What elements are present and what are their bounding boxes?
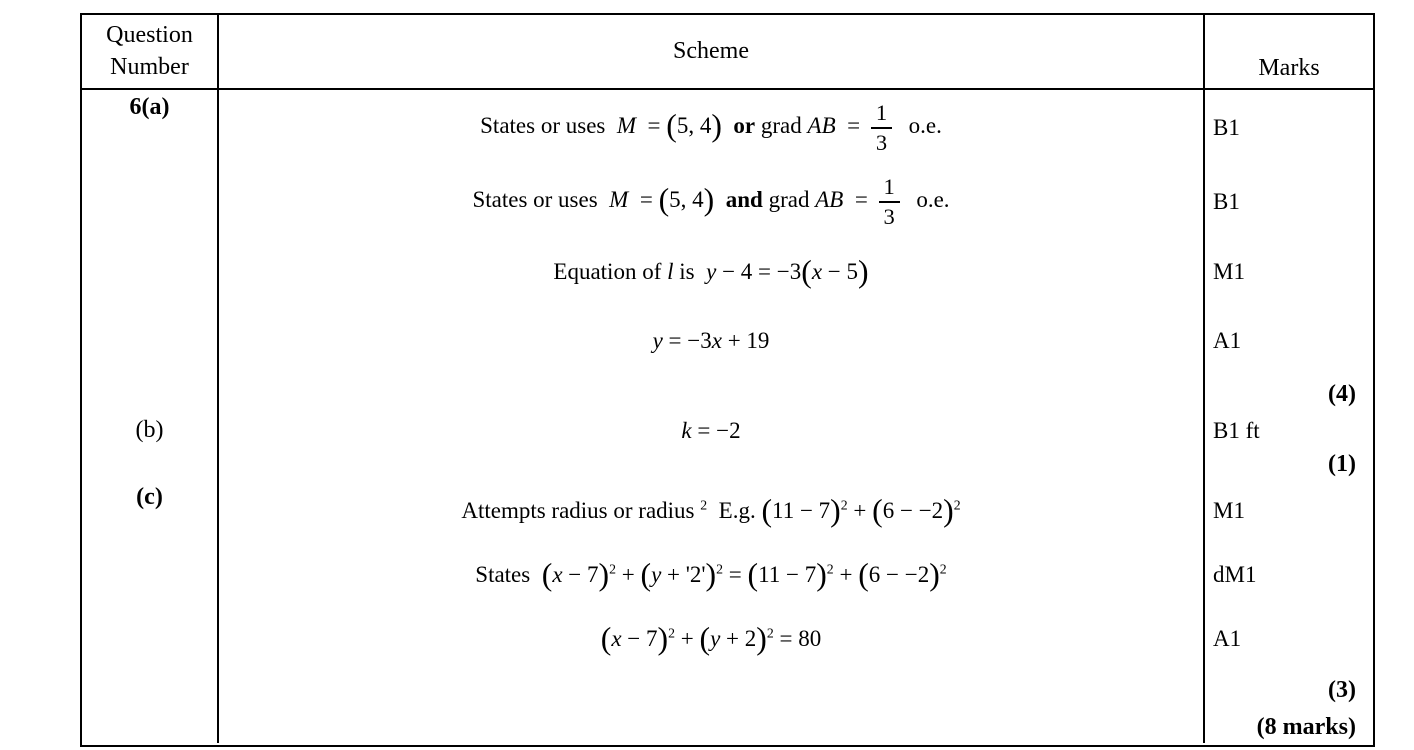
math-text: 2 xyxy=(609,561,616,577)
math-text: 5, 4 xyxy=(669,187,704,213)
question-part-cell xyxy=(82,238,219,306)
question-part-cell xyxy=(82,670,219,711)
fraction: $\frac{1}{3}$ xyxy=(871,101,892,154)
marks-cell xyxy=(1205,90,1373,166)
math-text: ( xyxy=(761,493,773,529)
math-text: ) xyxy=(756,621,767,657)
math-text: States xyxy=(475,562,542,587)
math-text: E.g. xyxy=(707,498,762,523)
fraction: $\frac{1}{3}$ xyxy=(879,175,900,228)
math-text: = xyxy=(843,187,874,213)
question-part-cell xyxy=(82,711,219,743)
table-row xyxy=(82,90,1373,166)
question-part-cell xyxy=(82,480,219,542)
table-row xyxy=(82,413,1373,448)
math-text: 2 xyxy=(668,625,676,641)
math-text: ) xyxy=(830,493,841,529)
math-text xyxy=(722,113,734,138)
math-text: + 19 xyxy=(721,328,770,353)
table-body xyxy=(82,90,1373,743)
math-text: ) xyxy=(657,621,669,657)
marks-cell xyxy=(1205,306,1373,376)
mark-label: (3) xyxy=(1328,677,1356,703)
table-row xyxy=(82,480,1373,542)
math-text: y xyxy=(652,328,663,353)
scheme-cell xyxy=(219,480,1205,542)
scheme-cell xyxy=(219,306,1205,376)
math-text: = xyxy=(636,113,667,139)
scheme-line xyxy=(472,175,949,228)
math-text: ) xyxy=(858,254,869,290)
question-part-cell xyxy=(82,413,219,448)
math-text: ) xyxy=(816,557,827,593)
mark-label: B1 xyxy=(1213,115,1240,140)
math-text: grad xyxy=(755,113,808,139)
math-text: = −2 xyxy=(691,417,741,443)
table-row xyxy=(82,670,1373,711)
scheme-cell xyxy=(219,608,1205,670)
math-text: ( xyxy=(747,557,759,593)
mark-label: (4) xyxy=(1328,381,1356,407)
math-text: M xyxy=(616,113,637,139)
math-text: = −3 xyxy=(662,328,712,353)
scheme-line xyxy=(653,328,770,354)
scheme-line xyxy=(681,418,740,444)
math-text: 11 − 7 xyxy=(772,498,831,523)
question-part-cell xyxy=(82,166,219,238)
table-row xyxy=(82,238,1373,306)
math-text: and xyxy=(725,187,763,213)
scheme-line xyxy=(600,621,822,657)
math-text: + xyxy=(833,562,859,587)
header-marks: Marks xyxy=(1258,55,1320,81)
question-part-cell xyxy=(82,542,219,608)
table-row xyxy=(82,608,1373,670)
scheme-cell xyxy=(219,166,1205,238)
math-text: + '2' xyxy=(661,562,706,587)
math-text: x xyxy=(552,562,563,587)
table-header-row xyxy=(82,15,1373,90)
math-text: ( xyxy=(541,557,553,593)
scheme-line xyxy=(461,493,961,529)
math-text: 11 − 7 xyxy=(758,562,817,587)
math-text: − 7 xyxy=(621,626,658,651)
mark-label: B1 xyxy=(1213,189,1240,214)
math-text: + xyxy=(616,562,641,587)
math-text: y xyxy=(706,259,717,284)
math-text: ( xyxy=(699,621,711,657)
mark-label: (1) xyxy=(1328,450,1356,477)
mark-scheme-table xyxy=(80,13,1375,747)
scheme-cell xyxy=(219,376,1205,413)
marks-cell xyxy=(1205,413,1373,448)
math-text: 2 xyxy=(939,561,947,577)
math-text: − 4 = −3 xyxy=(716,259,802,284)
table-row xyxy=(82,376,1373,413)
math-text: + xyxy=(847,498,873,523)
header-question-number: Question Number xyxy=(82,15,219,88)
table-row xyxy=(82,306,1373,376)
question-part-cell xyxy=(82,90,219,166)
math-text: 2 xyxy=(840,497,848,513)
marks-cell xyxy=(1205,376,1373,413)
mark-label: A1 xyxy=(1213,328,1242,353)
math-text: ) xyxy=(711,108,722,144)
marks-cell xyxy=(1205,480,1373,542)
math-text: ( xyxy=(640,557,652,593)
question-part-label: 6(a) xyxy=(129,94,170,120)
math-text: 2 xyxy=(716,561,724,577)
math-text: l xyxy=(667,259,674,284)
table-row xyxy=(82,448,1373,480)
question-part-cell xyxy=(82,608,219,670)
math-text: grad xyxy=(762,187,816,213)
math-text: Attempts radius or radius xyxy=(461,498,701,523)
math-text: 2 xyxy=(766,625,774,641)
math-text: y xyxy=(710,626,721,651)
table-row xyxy=(82,711,1373,743)
marks-cell xyxy=(1205,238,1373,306)
mark-label: dM1 xyxy=(1213,562,1257,587)
math-text: x xyxy=(711,328,722,353)
math-text: ( xyxy=(801,254,812,290)
scheme-line xyxy=(475,557,947,593)
marks-cell xyxy=(1205,711,1373,743)
math-text: = xyxy=(723,562,748,587)
math-text: AB xyxy=(815,187,844,213)
marks-cell xyxy=(1205,608,1373,670)
math-text: is xyxy=(673,259,707,284)
marks-cell xyxy=(1205,166,1373,238)
question-part-cell xyxy=(82,306,219,376)
math-text: ( xyxy=(658,182,670,218)
math-text: AB xyxy=(807,113,836,139)
question-part-label: (b) xyxy=(135,417,164,443)
math-text: o.e. xyxy=(904,187,950,213)
scheme-cell xyxy=(219,670,1205,711)
math-text: 2 xyxy=(700,497,708,513)
math-text: − 5 xyxy=(822,259,859,284)
math-text: ) xyxy=(598,557,610,593)
math-text: k xyxy=(681,417,692,443)
marks-cell xyxy=(1205,542,1373,608)
math-text: States or uses xyxy=(472,187,610,213)
math-text: x xyxy=(611,626,622,651)
scheme-cell xyxy=(219,238,1205,306)
math-text: M xyxy=(609,187,629,213)
math-text: 6 − −2 xyxy=(882,498,944,523)
question-part-label: (c) xyxy=(136,484,163,510)
math-text: + xyxy=(675,626,700,651)
math-text: States or uses xyxy=(480,113,617,139)
question-part-cell xyxy=(82,376,219,413)
mark-label: B1 ft xyxy=(1213,417,1260,443)
scheme-line xyxy=(553,254,869,290)
math-text: 2 xyxy=(953,497,961,513)
math-text: = 80 xyxy=(773,626,822,651)
math-text: ) xyxy=(703,182,715,218)
mark-label: A1 xyxy=(1213,626,1242,651)
math-text: ( xyxy=(666,108,677,144)
scheme-cell xyxy=(219,542,1205,608)
scheme-cell xyxy=(219,711,1205,743)
math-text: ( xyxy=(858,557,869,593)
math-text: 2 xyxy=(826,561,834,577)
math-text: y xyxy=(651,562,662,587)
table-row xyxy=(82,166,1373,238)
marks-cell xyxy=(1205,448,1373,480)
math-text: or xyxy=(733,113,756,139)
scheme-cell xyxy=(219,90,1205,166)
math-text: 5, 4 xyxy=(676,113,712,139)
math-text: ) xyxy=(943,493,954,529)
mark-label: (8 marks) xyxy=(1256,713,1356,740)
math-text: Equation of xyxy=(553,259,668,284)
header-scheme: Scheme xyxy=(219,15,1205,88)
math-text: x xyxy=(811,259,823,284)
math-text: + 2 xyxy=(720,626,757,651)
math-text: = xyxy=(628,187,659,213)
math-text: − 7 xyxy=(562,562,599,587)
math-text: ( xyxy=(872,493,883,529)
math-text: = xyxy=(835,113,866,139)
math-text: ) xyxy=(929,557,940,593)
scheme-cell xyxy=(219,413,1205,448)
scheme-cell xyxy=(219,448,1205,480)
table-row xyxy=(82,542,1373,608)
question-part-cell xyxy=(82,448,219,480)
math-text: 6 − −2 xyxy=(868,562,930,587)
math-text xyxy=(714,187,726,212)
scheme-line xyxy=(480,101,942,154)
math-text: ) xyxy=(705,557,717,593)
math-text: ( xyxy=(600,621,612,657)
marks-cell xyxy=(1205,670,1373,711)
mark-label: M1 xyxy=(1213,259,1245,284)
math-text: o.e. xyxy=(897,113,942,139)
mark-label: M1 xyxy=(1213,498,1245,523)
